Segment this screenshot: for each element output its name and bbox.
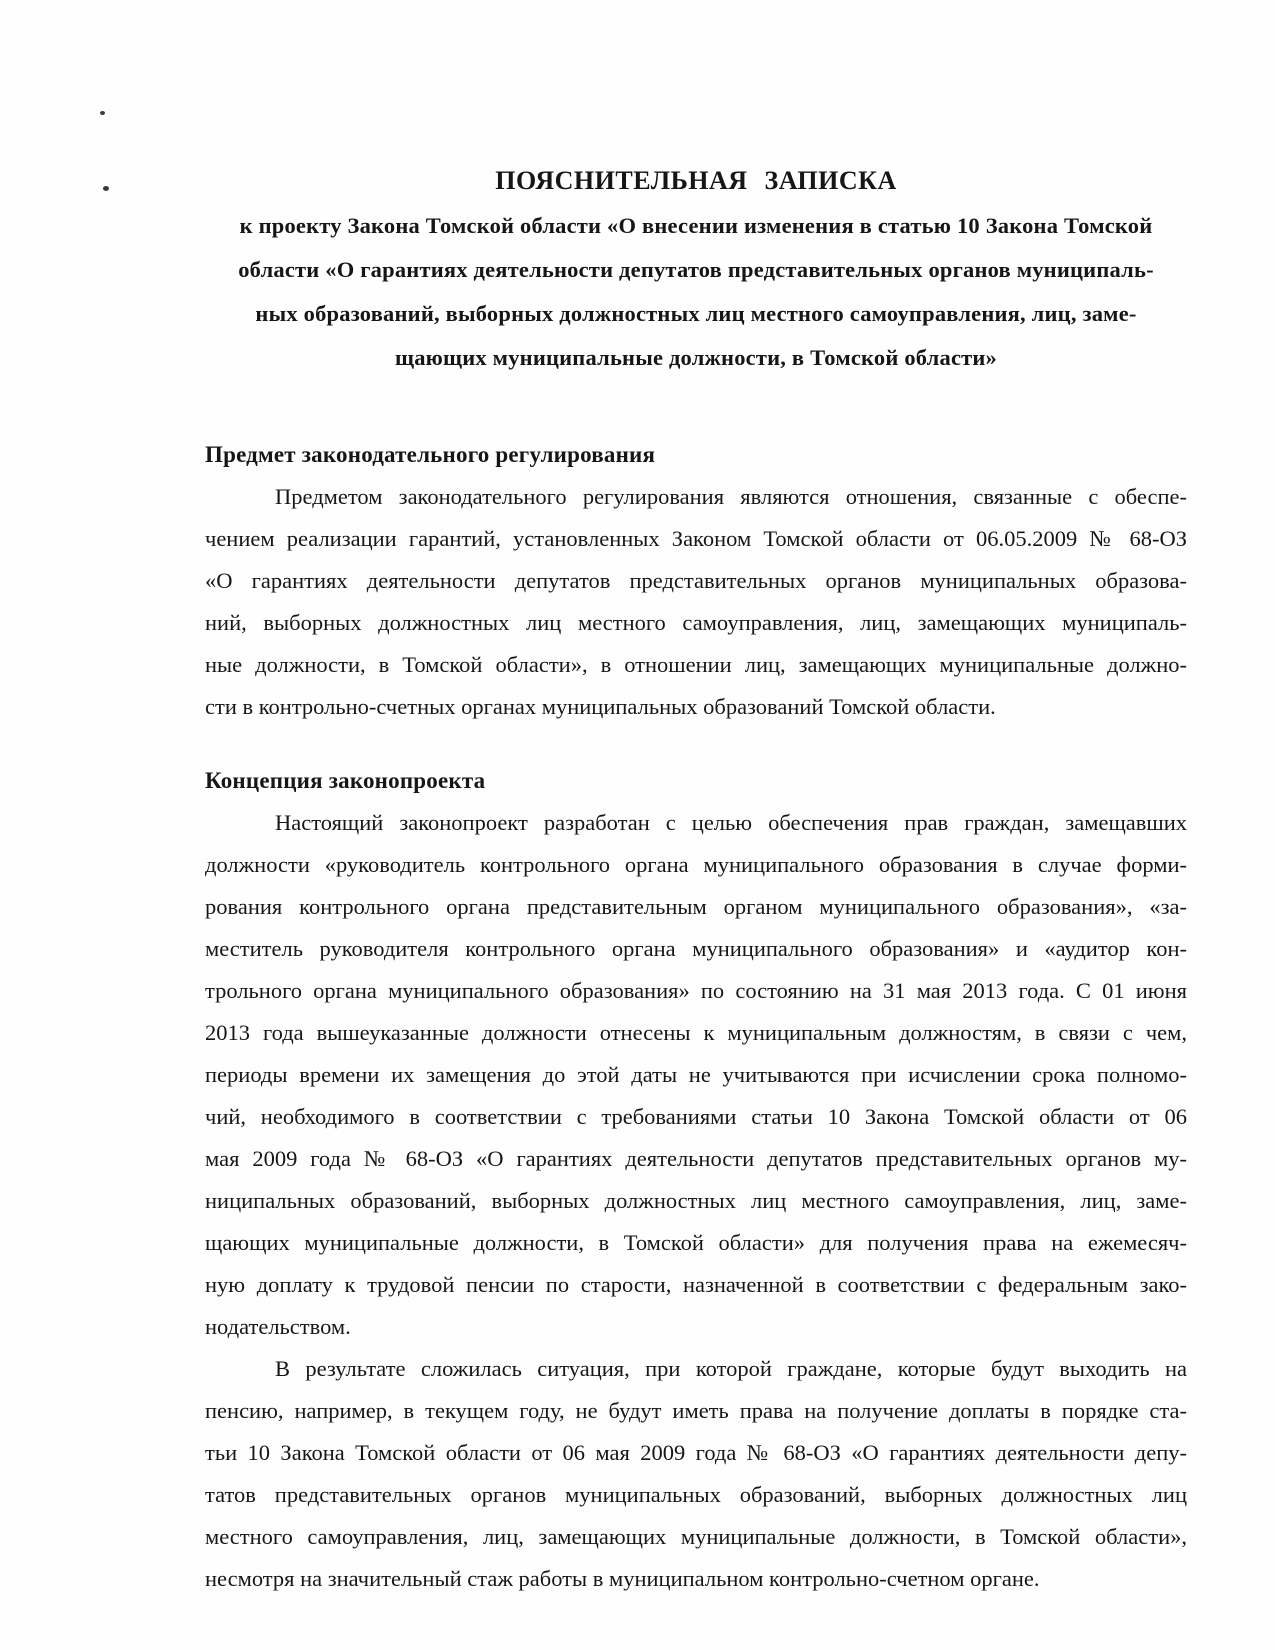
paragraph-line: несмотря на значительный стаж работы в муниципальном контрольно-счетном органе. <box>205 1566 1040 1591</box>
paragraph <box>205 802 1187 1348</box>
paragraph-line: чением реализации гарантий, установленных Законом Томской области от 06.05.2009 № 68-ОЗ <box>205 526 1187 551</box>
paragraph-line: Настоящий законопроект разработан с целью обеспечения прав граждан, замещавших <box>275 810 1187 835</box>
paragraph-line: ные должности, в Томской области», в отношении лиц, замещающих муниципальные должно- <box>205 652 1187 677</box>
paragraph-line: периоды времени их замещения до этой даты не учитываются при исчислении срока полномо- <box>205 1062 1187 1087</box>
paragraph-line: татов представительных органов муниципальных образований, выборных должностных лиц <box>205 1482 1187 1507</box>
paragraph-line: мая 2009 года № 68-ОЗ «О гарантиях деятельности депутатов представительных органов му- <box>205 1146 1187 1171</box>
document-content <box>205 0 1187 1600</box>
paragraph-line: чий, необходимого в соответствии с требованиями статьи 10 Закона Томской области от 06 <box>205 1104 1187 1129</box>
paragraph-line: меститель руководителя контрольного органа муниципального образования» и «аудитор кон- <box>205 936 1187 961</box>
section-heading-bill-concept: Концепция законопроекта <box>205 768 486 793</box>
paragraph-line: местного самоуправления, лиц, замещающих муниципальные должности, в Томской области», <box>205 1524 1187 1549</box>
subtitle-line: щающих муниципальные должности, в Томской области» <box>395 345 997 370</box>
paragraph-line: ную доплату к трудовой пенсии по старости, назначенной в соответствии с федеральным зако- <box>205 1272 1187 1297</box>
paragraph-line: ний, выборных должностных лиц местного самоуправления, лиц, замещающих муниципаль- <box>205 610 1187 635</box>
paragraph-line: сти в контрольно-счетных органах муниципальных образований Томской области. <box>205 694 996 719</box>
paragraph-line: тьи 10 Закона Томской области от 06 мая 2009 года № 68-ОЗ «О гарантиях деятельности депу- <box>205 1440 1187 1465</box>
paragraph-line: рования контрольного органа представительным органом муниципального образования», «за- <box>205 894 1187 919</box>
paragraph-line: должности «руководитель контрольного органа муниципального образования в случае форми- <box>205 852 1187 877</box>
subtitle-line: ных образований, выборных должностных лиц местного самоуправления, лиц, заме- <box>255 301 1137 326</box>
paragraph-line: пенсию, например, в текущем году, не будут иметь права на получение доплаты в порядке ста- <box>205 1398 1187 1423</box>
paragraph-line: щающих муниципальные должности, в Томской области» для получения права на ежемесяч- <box>205 1230 1187 1255</box>
paragraph-line: «О гарантиях деятельности депутатов представительных органов муниципальных образова- <box>205 568 1187 593</box>
subtitle-line: к проекту Закона Томской области «О внесении изменения в статью 10 Закона Томской <box>239 213 1153 238</box>
document-subtitle <box>205 204 1187 380</box>
paragraph <box>205 476 1187 728</box>
paragraph-line: Предметом законодательного регулирования являются отношения, связанные с обеспе- <box>275 484 1187 509</box>
document-title: ПОЯСНИТЕЛЬНАЯ ЗАПИСКА <box>495 166 897 195</box>
paragraph <box>205 1348 1187 1600</box>
scan-speck <box>103 186 109 191</box>
subtitle-line: области «О гарантиях деятельности депутатов представительных органов муниципаль- <box>238 257 1154 282</box>
section-heading-subject-of-regulation: Предмет законодательного регулирования <box>205 442 656 467</box>
paragraph-line: трольного органа муниципального образования» по состоянию на 31 мая 2013 года. С 01 июня <box>205 978 1187 1003</box>
paragraph-line: 2013 года вышеуказанные должности отнесены к муниципальным должностям, в связи с чем, <box>205 1020 1187 1045</box>
paragraph-line: нодательством. <box>205 1314 351 1339</box>
scan-speck <box>100 111 105 115</box>
paragraph-line: ниципальных образований, выборных должностных лиц местного самоуправления, лиц, заме- <box>205 1188 1187 1213</box>
paragraph-line: В результате сложилась ситуация, при которой граждане, которые будут выходить на <box>275 1356 1187 1381</box>
